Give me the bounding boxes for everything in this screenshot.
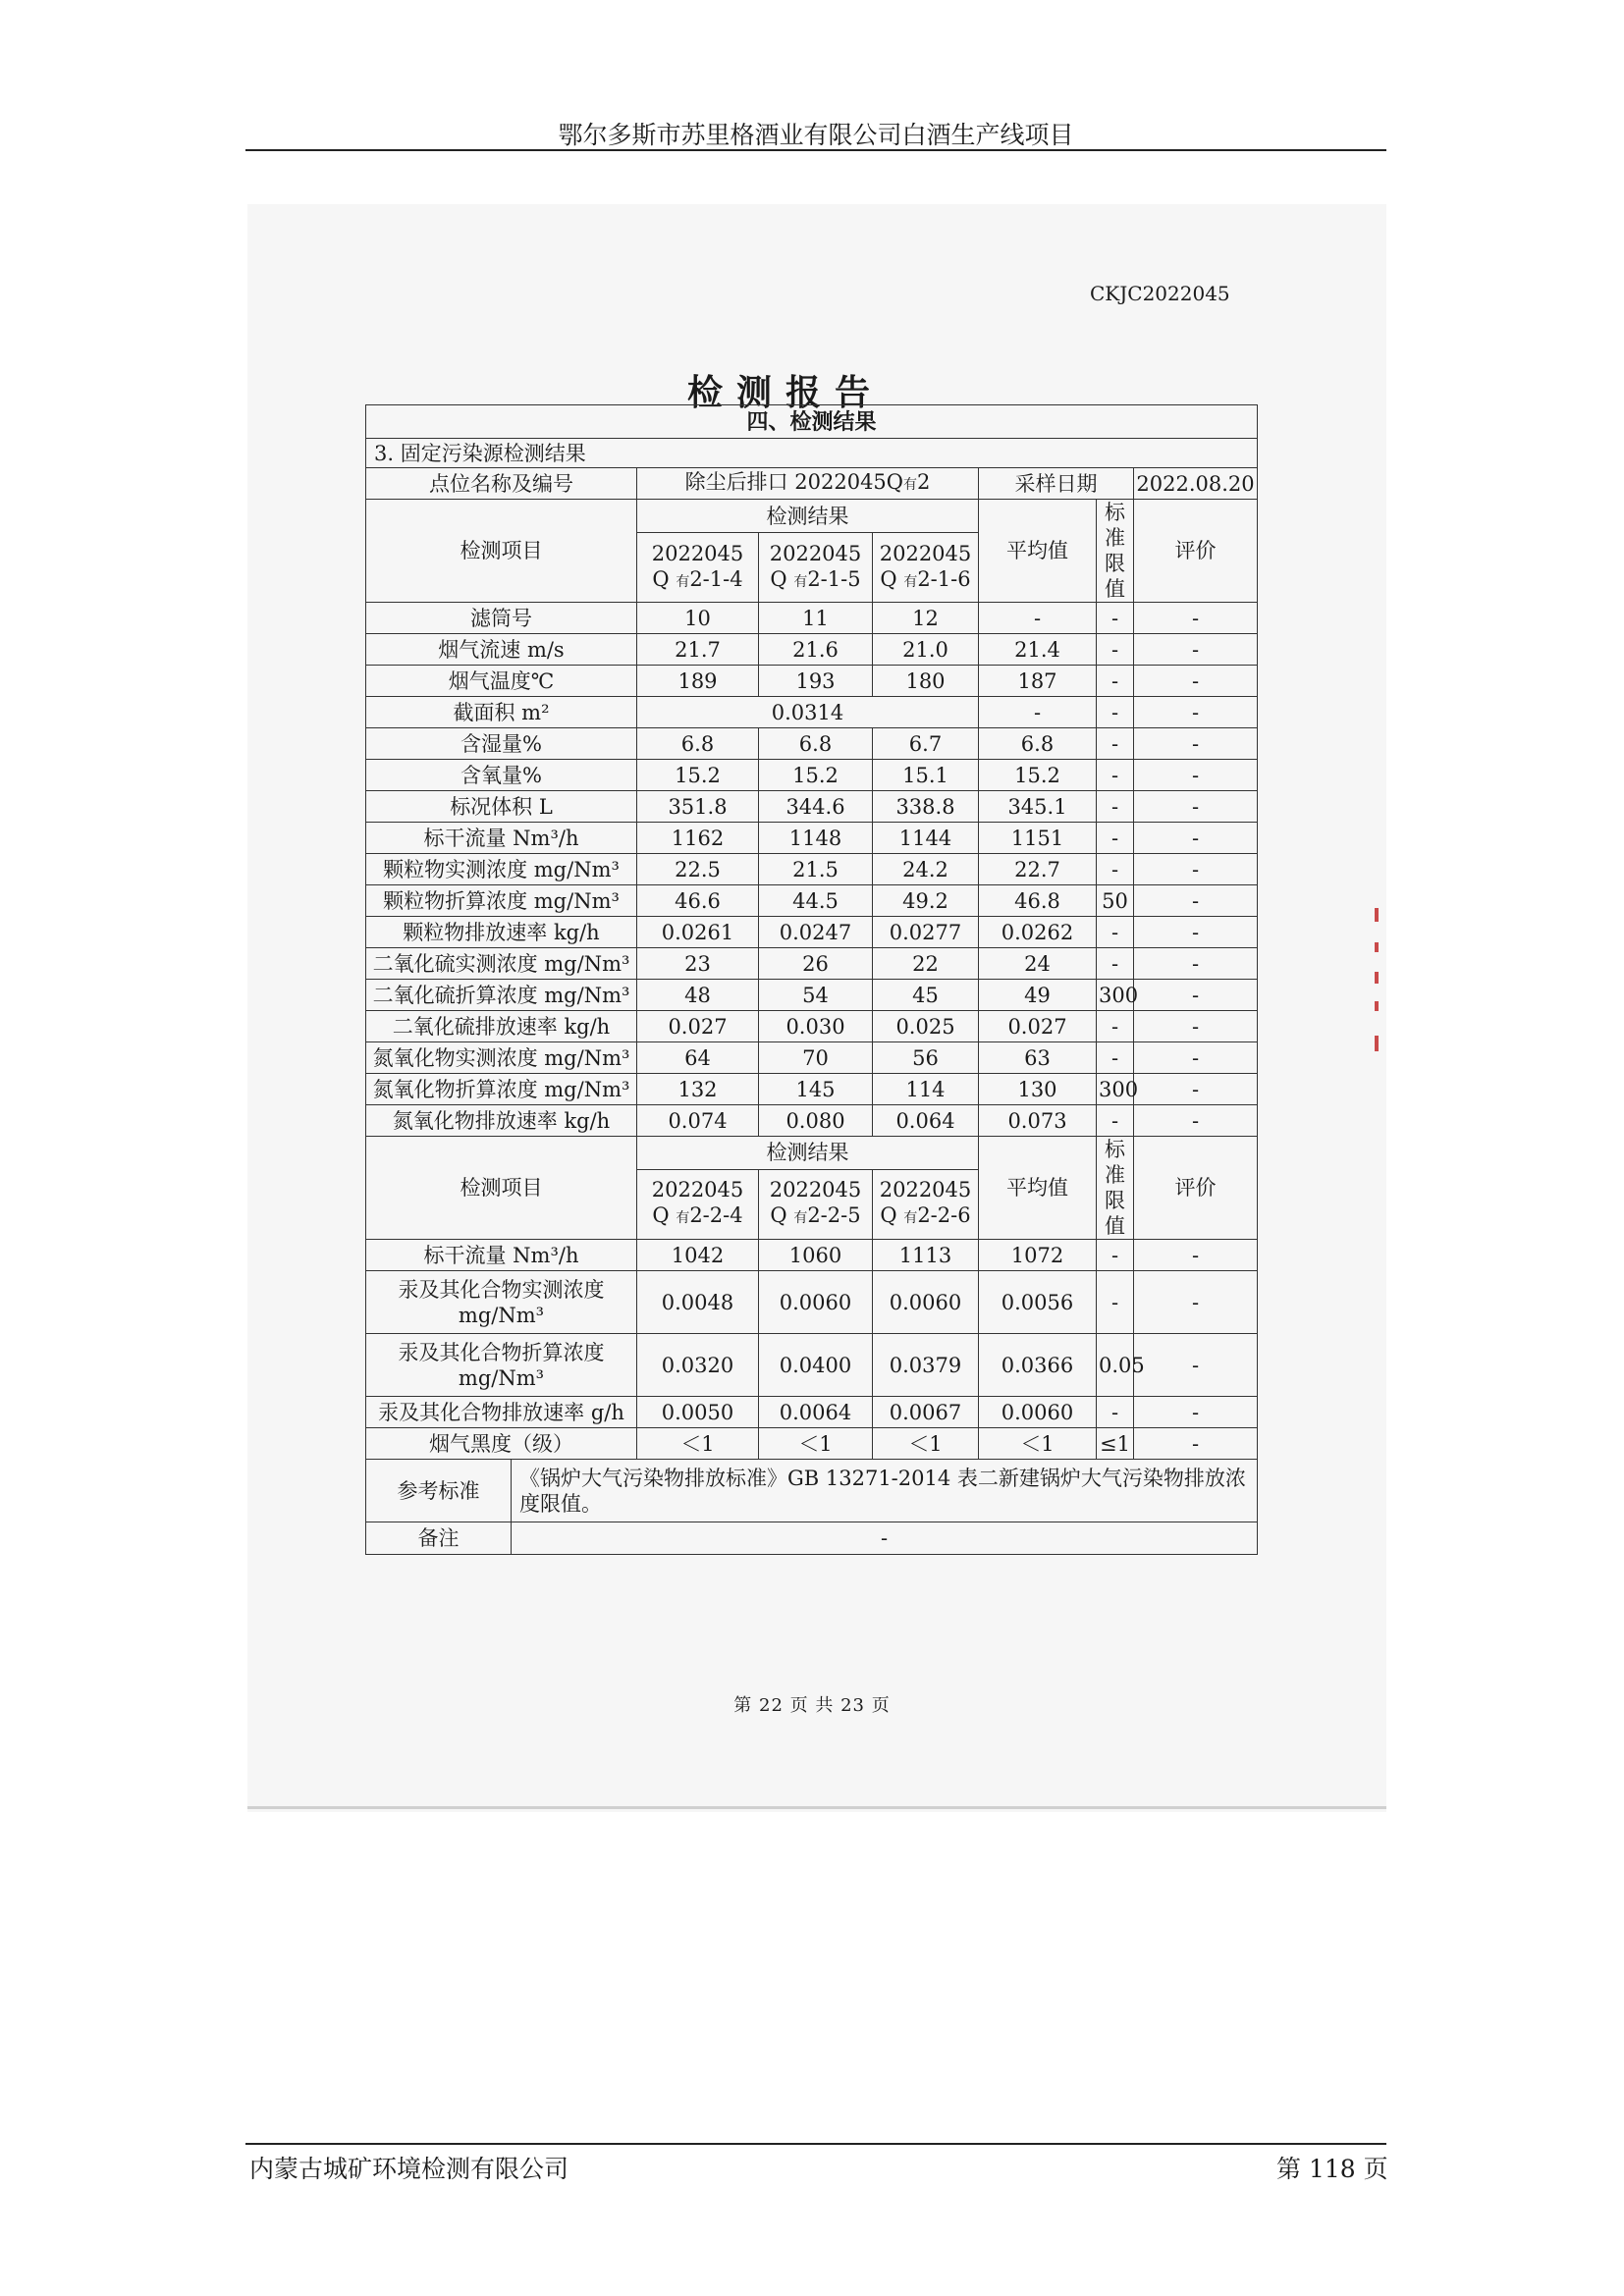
value-cell: 145	[759, 1074, 873, 1105]
table-row	[366, 1011, 1258, 1042]
item-cell: 含氧量%	[366, 760, 637, 791]
value-cell: 0.080	[759, 1105, 873, 1137]
value-cell: 0.0247	[759, 917, 873, 948]
value-cell: 0.030	[759, 1011, 873, 1042]
reference-value: 《锅炉大气污染物排放标准》GB 13271-2014 表二新建锅炉大气污染物排放浓度限值。	[512, 1460, 1258, 1522]
report-title: 检测报告	[687, 372, 885, 413]
section-title: 四、检测结果	[366, 405, 1258, 439]
item-header: 检测项目	[366, 500, 637, 603]
value-cell: 0.0261	[637, 917, 759, 948]
value-cell: 0.0060	[873, 1271, 979, 1334]
value-cell: 23	[637, 948, 759, 980]
value-cell: 0.027	[637, 1011, 759, 1042]
avg-cell: 0.0262	[979, 917, 1097, 948]
item-cell: 二氧化硫排放速率 kg/h	[366, 1011, 637, 1042]
item-cell: 氮氧化物排放速率 kg/h	[366, 1105, 637, 1137]
limit-cell: -	[1097, 1011, 1134, 1042]
value-cell: 54	[759, 980, 873, 1011]
limit-cell: -	[1097, 728, 1134, 760]
item-cell: 二氧化硫折算浓度 mg/Nm³	[366, 980, 637, 1011]
subsection-title: 3. 固定污染源检测结果	[366, 439, 1258, 468]
limit-cell: -	[1097, 603, 1134, 634]
red-stamp-edge-mark	[1375, 908, 1379, 922]
table-row	[366, 1105, 1258, 1137]
value-cell: 21.0	[873, 634, 979, 666]
value-cell: 44.5	[759, 885, 873, 917]
value-cell: 15.1	[873, 760, 979, 791]
table-row	[366, 666, 1258, 697]
value-cell: 1042	[637, 1240, 759, 1271]
limit-cell: -	[1097, 634, 1134, 666]
avg-cell: 49	[979, 980, 1097, 1011]
scan-bottom-edge	[247, 1806, 1386, 1809]
value-cell: 193	[759, 666, 873, 697]
value-cell: 45	[873, 980, 979, 1011]
eval-cell: -	[1134, 1397, 1258, 1428]
avg-cell: 0.073	[979, 1105, 1097, 1137]
table-row	[366, 760, 1258, 791]
footer-company: 内蒙古城矿环境检测有限公司	[249, 2155, 569, 2183]
avg-cell: 0.0060	[979, 1397, 1097, 1428]
value-cell: 132	[637, 1074, 759, 1105]
item-cell: 氮氧化物实测浓度 mg/Nm³	[366, 1042, 637, 1074]
limit-cell: -	[1097, 1397, 1134, 1428]
eval-cell: -	[1134, 854, 1258, 885]
table-row	[366, 948, 1258, 980]
avg-cell: 0.0366	[979, 1334, 1097, 1397]
table-row	[366, 1334, 1258, 1397]
item-cell: 含湿量%	[366, 728, 637, 760]
item-cell: 烟气流速 m/s	[366, 634, 637, 666]
eval-cell: -	[1134, 791, 1258, 823]
item-cell: 标干流量 Nm³/h	[366, 1240, 637, 1271]
table-row	[366, 634, 1258, 666]
value-cell: 12	[873, 603, 979, 634]
limit-cell: -	[1097, 948, 1134, 980]
value-cell: 0.0060	[759, 1271, 873, 1334]
eval-cell: -	[1134, 1074, 1258, 1105]
limit-cell: -	[1097, 666, 1134, 697]
value-cell: 15.2	[759, 760, 873, 791]
limit-cell: -	[1097, 1271, 1134, 1334]
item-cell: 汞及其化合物实测浓度 mg/Nm³	[366, 1271, 637, 1334]
sample-id-header: 2022045 Q 有2-2-6	[873, 1169, 979, 1240]
value-cell: 26	[759, 948, 873, 980]
note-label: 备注	[366, 1522, 512, 1555]
value-cell: 338.8	[873, 791, 979, 823]
value-cell: 48	[637, 980, 759, 1011]
value-cell: 1162	[637, 823, 759, 854]
avg-cell: 21.4	[979, 634, 1097, 666]
value-cell: ＜1	[637, 1428, 759, 1460]
avg-cell: 6.8	[979, 728, 1097, 760]
eval-cell: -	[1134, 1428, 1258, 1460]
table-row	[366, 1428, 1258, 1460]
value-cell: 351.8	[637, 791, 759, 823]
value-cell: 21.6	[759, 634, 873, 666]
eval-header-2: 评价	[1134, 1137, 1258, 1240]
eval-cell: -	[1134, 1240, 1258, 1271]
item-cell: 颗粒物排放速率 kg/h	[366, 917, 637, 948]
value-cell: 0.0067	[873, 1397, 979, 1428]
avg-cell: 15.2	[979, 760, 1097, 791]
table-row	[366, 697, 1258, 728]
value-cell: 56	[873, 1042, 979, 1074]
limit-cell: 50	[1097, 885, 1134, 917]
value-cell: 1144	[873, 823, 979, 854]
footer-page: 第 118 页	[1276, 2155, 1388, 2183]
value-cell: 49.2	[873, 885, 979, 917]
results-table-body	[366, 405, 1258, 1555]
limit-cell: -	[1097, 854, 1134, 885]
limit-cell: -	[1097, 1105, 1134, 1137]
table-row	[366, 1074, 1258, 1105]
value-cell: 6.8	[637, 728, 759, 760]
value-cell: 0.025	[873, 1011, 979, 1042]
sample-id-header: 2022045 Q 有2-1-4	[637, 533, 759, 603]
header-divider	[245, 149, 1386, 151]
eval-cell: -	[1134, 1271, 1258, 1334]
value-cell: 21.7	[637, 634, 759, 666]
value-cell: 21.5	[759, 854, 873, 885]
value-cell: 114	[873, 1074, 979, 1105]
table-row	[366, 980, 1258, 1011]
limit-cell: -	[1097, 760, 1134, 791]
value-cell: 22	[873, 948, 979, 980]
eval-cell: -	[1134, 1334, 1258, 1397]
red-stamp-edge-mark	[1375, 942, 1379, 952]
avg-header: 平均值	[979, 500, 1097, 603]
sample-id-header: 2022045 Q 有2-2-5	[759, 1169, 873, 1240]
item-cell: 截面积 m²	[366, 697, 637, 728]
limit-cell: -	[1097, 1240, 1134, 1271]
value-cell: 1060	[759, 1240, 873, 1271]
value-cell: ＜1	[759, 1428, 873, 1460]
limit-cell: 0.05	[1097, 1334, 1134, 1397]
value-cell: 0.0379	[873, 1334, 979, 1397]
value-cell: 10	[637, 603, 759, 634]
avg-cell: -	[979, 697, 1097, 728]
item-header-2: 检测项目	[366, 1137, 637, 1240]
red-stamp-edge-mark	[1375, 1036, 1379, 1051]
limit-cell: -	[1097, 917, 1134, 948]
value-cell: 0.0050	[637, 1397, 759, 1428]
eval-cell: -	[1134, 634, 1258, 666]
value-cell: 24.2	[873, 854, 979, 885]
item-cell: 标干流量 Nm³/h	[366, 823, 637, 854]
report-page-number: 第 22 页 共 23 页	[733, 1695, 891, 1716]
value-cell: 6.7	[873, 728, 979, 760]
table-row	[366, 854, 1258, 885]
results-header: 检测结果	[637, 500, 979, 533]
limit-header: 标准限值	[1097, 500, 1134, 603]
table-row	[366, 728, 1258, 760]
eval-cell: -	[1134, 823, 1258, 854]
eval-cell: -	[1134, 1042, 1258, 1074]
report-code: CKJC2022045	[1090, 282, 1230, 305]
value-cell: 0.064	[873, 1105, 979, 1137]
eval-header: 评价	[1134, 500, 1258, 603]
item-cell: 颗粒物折算浓度 mg/Nm³	[366, 885, 637, 917]
item-cell: 烟气黑度（级）	[366, 1428, 637, 1460]
value-cell: 0.0064	[759, 1397, 873, 1428]
avg-cell: 345.1	[979, 791, 1097, 823]
avg-cell: -	[979, 603, 1097, 634]
item-cell: 汞及其化合物排放速率 g/h	[366, 1397, 637, 1428]
point-label: 点位名称及编号	[366, 468, 637, 500]
date-value: 2022.08.20	[1134, 468, 1258, 500]
reference-label: 参考标准	[366, 1460, 512, 1522]
value-cell: 0.0314	[637, 697, 979, 728]
value-cell: 180	[873, 666, 979, 697]
table-row	[366, 1042, 1258, 1074]
value-cell: ＜1	[873, 1428, 979, 1460]
sample-id-header: 2022045 Q 有2-2-4	[637, 1169, 759, 1240]
date-label: 采样日期	[979, 468, 1134, 500]
avg-cell: 46.8	[979, 885, 1097, 917]
red-stamp-edge-mark	[1375, 1001, 1379, 1011]
value-cell: 6.8	[759, 728, 873, 760]
value-cell: 64	[637, 1042, 759, 1074]
limit-cell: ≤1	[1097, 1428, 1134, 1460]
document-header-title: 鄂尔多斯市苏里格酒业有限公司白酒生产线项目	[558, 121, 1074, 149]
sample-id-header: 2022045 Q 有2-1-5	[759, 533, 873, 603]
avg-cell: 63	[979, 1042, 1097, 1074]
value-cell: 70	[759, 1042, 873, 1074]
eval-cell: -	[1134, 666, 1258, 697]
limit-cell: -	[1097, 823, 1134, 854]
avg-cell: 22.7	[979, 854, 1097, 885]
sample-id-header: 2022045 Q 有2-1-6	[873, 533, 979, 603]
table-row	[366, 1240, 1258, 1271]
limit-cell: -	[1097, 791, 1134, 823]
eval-cell: -	[1134, 760, 1258, 791]
value-cell: 46.6	[637, 885, 759, 917]
item-cell: 滤筒号	[366, 603, 637, 634]
avg-cell: 187	[979, 666, 1097, 697]
limit-cell: -	[1097, 1042, 1134, 1074]
avg-cell: 1151	[979, 823, 1097, 854]
value-cell: 0.0320	[637, 1334, 759, 1397]
footer-divider	[245, 2143, 1386, 2145]
results-table	[365, 404, 1258, 1555]
point-value: 除尘后排口 2022045Q有2	[637, 468, 979, 500]
table-row	[366, 823, 1258, 854]
eval-cell: -	[1134, 917, 1258, 948]
avg-cell: 24	[979, 948, 1097, 980]
value-cell: 15.2	[637, 760, 759, 791]
eval-cell: -	[1134, 980, 1258, 1011]
item-cell: 标况体积 L	[366, 791, 637, 823]
eval-cell: -	[1134, 885, 1258, 917]
eval-cell: -	[1134, 697, 1258, 728]
item-cell: 颗粒物实测浓度 mg/Nm³	[366, 854, 637, 885]
note-value: -	[512, 1522, 1258, 1555]
item-cell: 氮氧化物折算浓度 mg/Nm³	[366, 1074, 637, 1105]
value-cell: 1148	[759, 823, 873, 854]
results-header-2: 检测结果	[637, 1137, 979, 1170]
limit-cell: -	[1097, 697, 1134, 728]
item-cell: 烟气温度℃	[366, 666, 637, 697]
red-stamp-edge-mark	[1375, 972, 1379, 984]
avg-header-2: 平均值	[979, 1137, 1097, 1240]
value-cell: 0.0400	[759, 1334, 873, 1397]
avg-cell: 0.0056	[979, 1271, 1097, 1334]
item-cell: 二氧化硫实测浓度 mg/Nm³	[366, 948, 637, 980]
table-row	[366, 885, 1258, 917]
eval-cell: -	[1134, 948, 1258, 980]
value-cell: 0.0048	[637, 1271, 759, 1334]
avg-cell: 1072	[979, 1240, 1097, 1271]
value-cell: 0.074	[637, 1105, 759, 1137]
eval-cell: -	[1134, 1105, 1258, 1137]
eval-cell: -	[1134, 1011, 1258, 1042]
table-row	[366, 1271, 1258, 1334]
value-cell: 344.6	[759, 791, 873, 823]
item-cell: 汞及其化合物折算浓度 mg/Nm³	[366, 1334, 637, 1397]
avg-cell: ＜1	[979, 1428, 1097, 1460]
value-cell: 22.5	[637, 854, 759, 885]
value-cell: 1113	[873, 1240, 979, 1271]
table-row	[366, 917, 1258, 948]
avg-cell: 130	[979, 1074, 1097, 1105]
table-row	[366, 603, 1258, 634]
eval-cell: -	[1134, 603, 1258, 634]
value-cell: 189	[637, 666, 759, 697]
value-cell: 0.0277	[873, 917, 979, 948]
avg-cell: 0.027	[979, 1011, 1097, 1042]
table-row	[366, 791, 1258, 823]
limit-header-2: 标准限值	[1097, 1137, 1134, 1240]
value-cell: 11	[759, 603, 873, 634]
limit-cell: 300	[1097, 1074, 1134, 1105]
table-row	[366, 1397, 1258, 1428]
eval-cell: -	[1134, 728, 1258, 760]
limit-cell: 300	[1097, 980, 1134, 1011]
